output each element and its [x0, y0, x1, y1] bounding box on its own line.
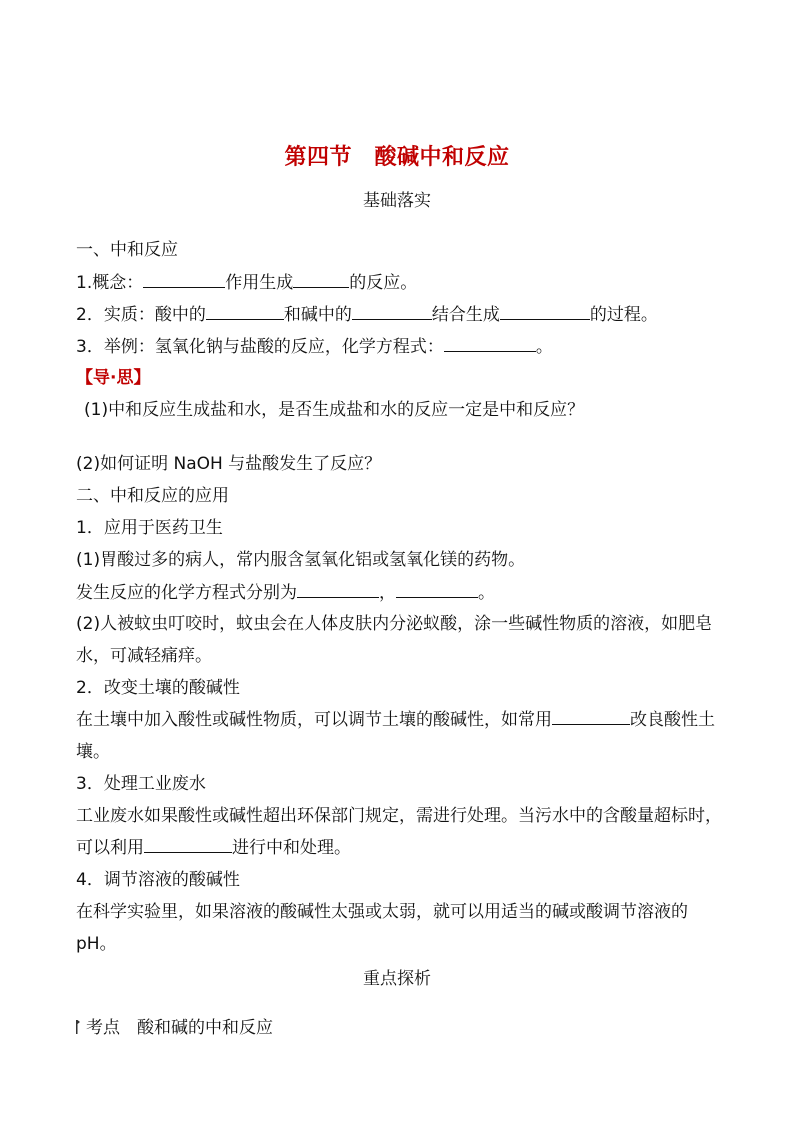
essence-mid-text-1: 和碱中的: [283, 305, 352, 325]
flag-marker-icon: [76, 1020, 80, 1034]
section-key-heading: 重点探析: [363, 969, 431, 989]
waste-heading: 3．处理工业废水: [76, 774, 206, 794]
essence-line: [76, 302, 724, 327]
waste-paragraph: [76, 800, 724, 864]
concept-label: 1.概念：: [76, 273, 144, 293]
applications-heading: 二、中和反应的应用: [76, 486, 229, 506]
soil-blank[interactable]: [552, 707, 630, 725]
guide-question-2: (2)如何证明 NaOH 与盐酸发生了反应？: [76, 454, 382, 474]
exam-point-label: 考点 酸和碱的中和反应: [86, 1018, 273, 1038]
medical-heading: 1．应用于医药卫生: [76, 518, 223, 538]
guide-label-line: [76, 366, 724, 390]
concept-end-text: 的反应。: [349, 273, 418, 293]
medical-blank-2[interactable]: [396, 580, 478, 598]
solution-paragraph: 在科学实验里，如果溶液的酸碱性太强或太弱，就可以用适当的碱或酸调节溶液的 pH。: [76, 902, 688, 954]
essence-blank-2[interactable]: [352, 302, 432, 320]
guide-question-1: (1)中和反应生成盐和水，是否生成盐和水的反应一定是中和反应？: [84, 400, 585, 420]
waste-end-text: 进行中和处理。: [232, 838, 351, 858]
concept-line: [76, 270, 724, 295]
soil-end-text: 改良酸性土壤。: [76, 710, 715, 762]
neutralization-heading: 一、中和反应: [76, 240, 178, 260]
waste-blank[interactable]: [144, 835, 232, 853]
essence-label: 2．实质：酸中的: [76, 305, 206, 325]
example-blank[interactable]: [444, 334, 536, 352]
concept-blank-1[interactable]: [143, 270, 225, 288]
waste-text: 工业废水如果酸性或碱性超出环保部门规定，需进行处理。当污水中的含酸量超标时，可以利用: [76, 806, 722, 858]
essence-blank-3[interactable]: [500, 302, 590, 320]
medical-equation-end: 。: [478, 583, 495, 603]
medical-paragraph-1: (1)胃酸过多的病人，常内服含氢氧化铝或氢氧化镁的药物。: [76, 550, 526, 570]
soil-paragraph: [76, 704, 724, 768]
medical-equation-label: 发生反应的化学方程式分别为: [76, 583, 297, 603]
soil-heading: 2．改变土壤的酸碱性: [76, 678, 240, 698]
example-end-text: 。: [535, 337, 553, 357]
essence-blank-1[interactable]: [206, 302, 284, 320]
exam-point-line: [76, 1016, 724, 1040]
essence-mid-text-2: 结合生成: [431, 305, 500, 325]
solution-heading: 4．调节溶液的酸碱性: [76, 870, 240, 890]
medical-equation-line: [76, 580, 724, 605]
concept-mid-text: 作用生成: [225, 273, 294, 293]
essence-end-text: 的过程。: [589, 305, 658, 325]
medical-paragraph-2: (2)人被蚊虫叮咬时，蚊虫会在人体皮肤内分泌蚁酸，涂一些碱性物质的溶液，如肥皂水，可减轻痛痒。: [76, 614, 713, 666]
medical-blank-1[interactable]: [297, 580, 379, 598]
example-line: [76, 334, 724, 359]
guide-label: 【导·思】: [76, 368, 151, 388]
example-label: 3．举例：氢氧化钠与盐酸的反应，化学方程式：: [76, 337, 444, 357]
page-title: 第四节 酸碱中和反应: [284, 145, 510, 170]
section-basic-heading: 基础落实: [363, 191, 431, 211]
medical-separator: ，: [379, 583, 396, 603]
concept-blank-2[interactable]: [293, 270, 349, 288]
soil-text: 在土壤中加入酸性或碱性物质，可以调节土壤的酸碱性，如常用: [76, 710, 552, 730]
